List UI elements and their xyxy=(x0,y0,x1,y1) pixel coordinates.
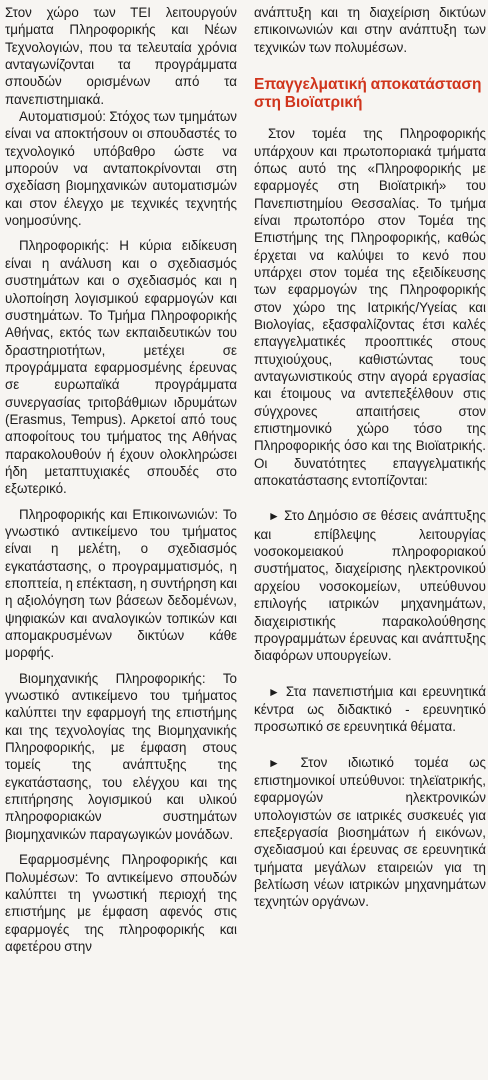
right-column xyxy=(254,4,486,911)
paragraph-bioinformatics: Στον τομέα της Πληροφορικής υπάρχουν και πρωτοποριακά τμήματα όπως αυτό της «Πληροφορικής με εφαρμογές στη Βιοϊατρική» του Πανεπιστημίου Θεσσαλίας. Το τμήμα είναι πρωτοπόρο στον Τομέα της Επιστήμης της Πληροφορικής, καθώς έρχεται να καλύψει το κενό που υπάρχει στον τομέα της εξειδίκευσης των εφαρμογών της Πληροφορικής στον χώρο της Ιατρικής/Υγείας και Βιολογίας, εξασφαλίζοντας έτσι καλές επαγγελματικές προοπτικές στους πτυχιούχους, καθιστώντας τους ανταγωνιστικούς στην αγορά εργασίας και έτοιμους να αντεπεξέλθουν στις σύγχρονες απαιτήσεις στον επιστημονικό χώρο τόσο της Πληροφορικής όσο και της Βιοϊατρικής. Οι δυνατότητες επαγγελματικής αποκατάστασης εντοπίζονται: xyxy=(254,126,486,489)
section-heading: Επαγγελματική αποκατάσταση στη Βιοϊατρική xyxy=(254,76,482,111)
left-column xyxy=(5,4,237,955)
paragraph-applied-informatics: Εφαρμοσμένης Πληροφορικής και Πολυμέσων: Το αντικείμενο σπουδών καλύπτει τη γνωστική περιοχή της επιστήμης με έμφαση αφενός στις εφαρμογές της πληροφορικής και αφετέρου στην xyxy=(5,852,237,954)
paragraph-industrial-informatics: Βιομηχανικής Πληροφορικής: Το γνωστικό αντικείμενο του τμήματος καλύπτει την εφαρμογή της επιστήμης και της τεχνολογίας της Βιομηχανικής Πληροφορικής, με έμφαση στους τομείς της ανάπτυξης της εγκατάστασης, του ελέγχου και της επιτήρησης λογισμικού και υλικού πληροφοριακών συστημάτων βιομηχανικών παραγωγικών μονάδων. xyxy=(5,670,237,842)
bullet-item-private-sector xyxy=(254,754,486,911)
bullet-item-universities xyxy=(254,683,486,736)
paragraph-automation: Αυτοματισμού: Στόχος των τμημάτων είναι να αποκτήσουν οι σπουδαστές το τεχνολογικό υπόβαθρο ώστε να μπορούν να ανταποκρίνονται στη σχεδίαση βιομηχανικών αυτοματισμών και στον έλεγχο με τεχνικές τεχνητής νοημοσύνης. xyxy=(5,109,237,229)
bullet-text: Στα πανεπιστήμια και ερευνητικά κέντρα ως διδακτικό - ερευνητικό προσωπικό σε ερευνητικά θέματα. xyxy=(254,683,486,735)
bullet-text: Στο Δημόσιο σε θέσεις ανάπτυξης και επίβλεψης λειτουργίας νοσοκομειακού πληροφοριακού συστήματος, διαχείρισης ηλεκτρονικού αρχείου νοσοκομείων, υπεύθυνου επιλογής ιατρικών μηχανημάτων, διαχειριστικής παρακολούθησης προγραμμάτων έρευνας και ανάπτυξης διαφόρων υπουργείων. xyxy=(254,508,486,664)
paragraph-continuation: ανάπτυξη και τη διαχείριση δικτύων επικοινωνιών και στην ανάπτυξη των τεχνικών των πολυμέσων. xyxy=(254,5,486,55)
triangle-bullet-icon: ► xyxy=(268,755,280,770)
paragraph-informatics: Πληροφορικής: Η κύρια ειδίκευση είναι η ανάλυση και ο σχεδιασμός συστημάτων και ο σχεδιασμός και η υλοποίηση λογισμικού εφαρμογών και συστημάτων. Το Τμήμα Πληροφορικής Αθήνας, εκτός των εκπαιδευτικών του δραστηριοτήτων, μετέχει σε προγράμματα εφαρμοσμένης έρευνας σε ευρωπαϊκά προγράμματα συνεργασίας τριτοβάθμιων ιδρυμάτων (Erasmus, Tempus). Αρκετοί από τους αποφοίτους του τμήματος της Αθήνας παρακολουθούν ή έχουν ολοκληρώσει ήδη μεταπτυχιακές σπουδές στο εξωτερικό. xyxy=(5,238,237,497)
triangle-bullet-icon: ► xyxy=(268,684,280,699)
paragraph-intro: Στον χώρο των ΤΕΙ λειτουργούν τμήματα Πληροφορικής και Νέων Τεχνολογιών, που τα τελευταία χρόνια ανταγωνίζονται τα προγράμματα σπουδών ορισμένων από τα πανεπιστημιακά. xyxy=(5,5,237,107)
triangle-bullet-icon: ► xyxy=(268,509,280,524)
bullet-item-public-sector xyxy=(254,507,486,664)
bullet-text: Στον ιδιωτικό τομέα ως επιστημονικοί υπεύθυνοι: τηλεϊατρικής, εφαρμογών ηλεκτρονικών υπολογιστών σε ιατρικές συσκευές για επεξεργασία βιοσημάτων ή εικόνων, σχεδιασμού και έρευνας σε ερευνητικά τμήματα μεγάλων εταιρειών για τη βελτίωση νέων ιατρικών μηχανημάτων τεχνητών οργάνων. xyxy=(254,754,486,910)
paragraph-informatics-communications: Πληροφορικής και Επικοινωνιών: Το γνωστικό αντικείμενο του τμήματος είναι η μελέτη, ο σχεδιασμός εγκατάστασης, ο προγραμματισμός, η εποπτεία, η επέκταση, η συντήρηση και η αξιολόγηση των βάσεων δεδομένων, ψηφιακών και αναλογικών τοπικών και απομακρυσμένων δικτύων κάθε μορφής. xyxy=(5,506,237,661)
